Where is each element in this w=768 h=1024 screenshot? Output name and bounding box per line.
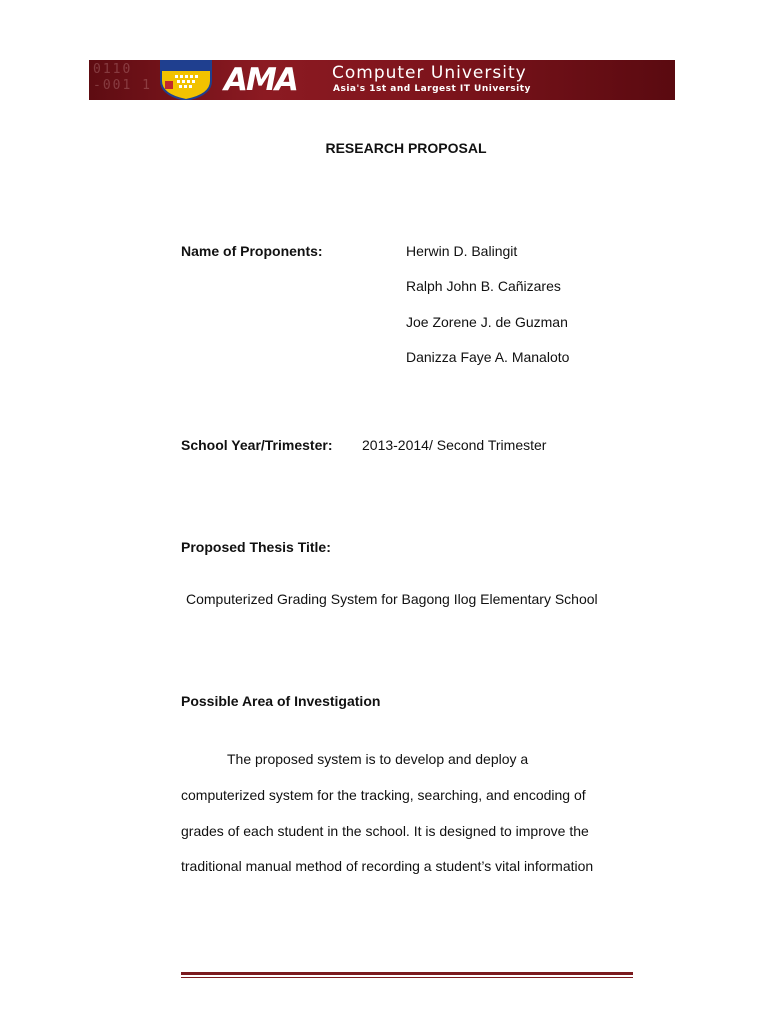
ama-shield-logo-icon	[155, 60, 217, 100]
footer-rule	[181, 972, 633, 975]
proponent-name: Joe Zorene J. de Guzman	[406, 314, 568, 330]
proponent-name: Ralph John B. Cañizares	[406, 278, 561, 294]
paragraph-line: traditional manual method of recording a student’s vital information	[181, 858, 594, 875]
footer-rule-thin	[181, 977, 633, 978]
brand-name: Computer University	[332, 63, 527, 83]
school-year-value: 2013-2014/ Second Trimester	[362, 437, 547, 453]
binary-line-2: -001 1	[93, 78, 152, 93]
school-year-label: School Year/Trimester:	[181, 437, 333, 453]
banner-binary-pattern	[93, 62, 152, 94]
document-title: RESEARCH PROPOSAL	[325, 140, 487, 156]
proponents-label: Name of Proponents:	[181, 243, 323, 259]
paragraph-line: grades of each student in the school. It is designed to improve the	[181, 822, 589, 839]
proponent-name: Danizza Faye A. Manaloto	[406, 349, 570, 365]
thesis-title-label: Proposed Thesis Title:	[181, 539, 331, 555]
brand-tagline: Asia's 1st and Largest IT University	[333, 84, 531, 94]
proponent-name: Herwin D. Balingit	[406, 243, 518, 259]
brand-short: AMA	[224, 62, 297, 98]
header-banner	[89, 60, 675, 100]
investigation-paragraph	[181, 742, 641, 885]
paragraph-line: computerized system for the tracking, searching, and encoding of	[181, 786, 586, 803]
thesis-title-value: Computerized Grading System for Bagong Ilog Elementary School	[186, 591, 598, 607]
paragraph-line: The proposed system is to develop and deploy a	[227, 751, 529, 767]
binary-line-1: 0110	[93, 62, 133, 77]
investigation-heading: Possible Area of Investigation	[181, 693, 381, 709]
